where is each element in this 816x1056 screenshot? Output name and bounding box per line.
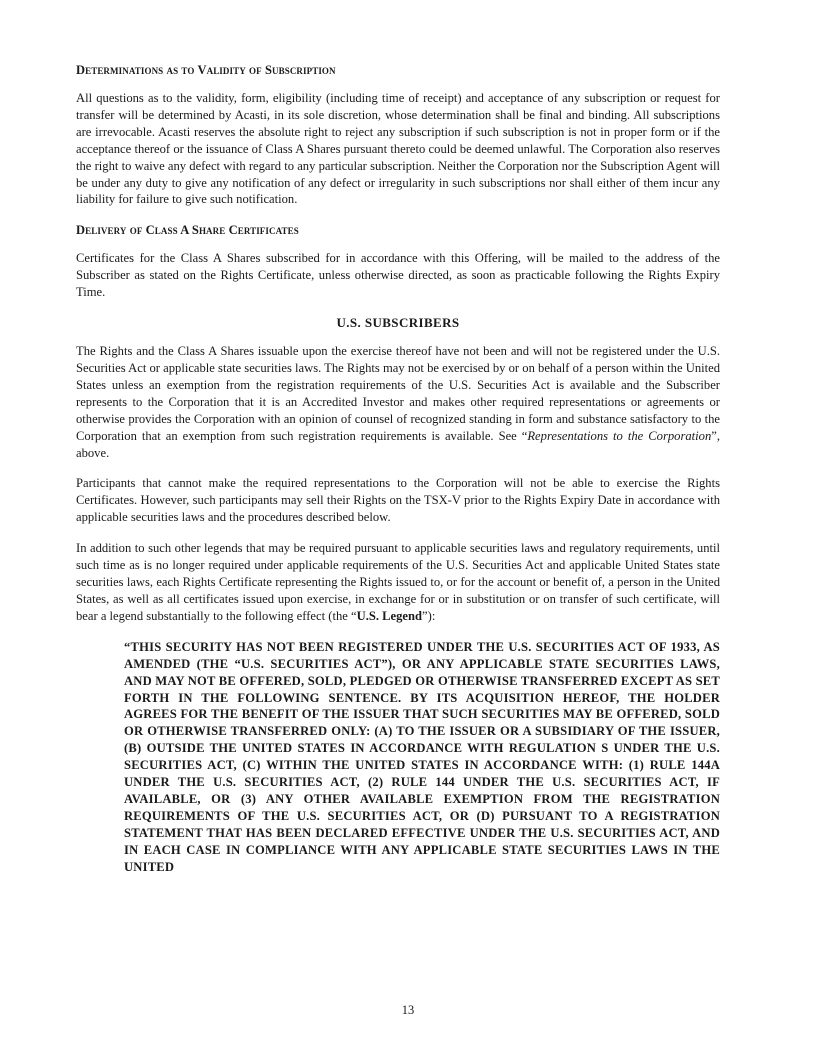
delivery-heading: Delivery of Class A Share Certificates xyxy=(76,223,299,238)
validity-paragraph: All questions as to the validity, form, eligibility (including time of receipt) and acceptance of any subscription or request for transfer will be determined by Acasti, in its sole discretion, whose determination shall be final and binding. All subscriptions are irrevocable. Acasti reserves the absolute right to reject any subscription if such subscription is not in proper form or if the acceptance thereof or the issuance of Class A Shares pursuant thereto could be deemed unlawful. The Corporation also reserves the right to waive any defect with regard to any particular subscription. Neither the Corporation nor the Subscription Agent will be under any duty to give any notification of any defect or irregularity in such subscriptions nor shall either of them incur any liability for failure to give such notification. xyxy=(76,91,720,207)
delivery-paragraph: Certificates for the Class A Shares subscribed for in accordance with this Offering, will be mailed to the address of the Subscriber as stated on the Rights Certificate, unless otherwise directed, as soon as practicable following the Rights Expiry Time. xyxy=(76,251,720,300)
us-paragraph-3-text: In addition to such other legends that may be required pursuant to applicable securities laws and regulatory requirements, until such time as is no longer required under applicable requirements of the U.S. Securities Act and applicable United States state securities laws, each Rights Certificate representing the Rights issued to, or for the account or benefit of, a person in the United States, as well as all certificates issued upon exercise, in exchange for or in substitution or on transfer of such certificate, will bear a legend substantially to the following effect (the “ xyxy=(76,541,720,623)
representations-reference: Representations to the Corporation xyxy=(527,428,712,443)
page-number: 13 xyxy=(401,1003,415,1017)
us-paragraph-3 xyxy=(76,540,720,625)
document-page xyxy=(76,62,720,876)
us-paragraph-1 xyxy=(76,343,720,461)
us-legend-block: “THIS SECURITY HAS NOT BEEN REGISTERED UNDER THE U.S. SECURITIES ACT OF 1933, AS AMENDED (THE “U.S. SECURITIES ACT”), OR ANY APPLICABLE STATE SECURITIES LAWS, AND MAY NOT BE OFFERED, SOLD, PLEDGED OR OTHERWISE TRANSFERRED EXCEPT AS SET FORTH IN THE FOLLOWING SENTENCE. BY ITS ACQUISITION HEREOF, THE HOLDER AGREES FOR THE BENEFIT OF THE ISSUER THAT SUCH SECURITIES MAY BE OFFERED, SOLD OR OTHERWISE TRANSFERRED ONLY: (A) TO THE ISSUER OR A SUBSIDIARY OF THE ISSUER, (B) OUTSIDE THE UNITED STATES IN ACCORDANCE WITH REGULATION S UNDER THE U.S. SECURITIES ACT, (C) WITHIN THE UNITED STATES IN ACCORDANCE WITH: (1) RULE 144A UNDER THE U.S. SECURITIES ACT, (2) RULE 144 UNDER THE U.S. SECURITIES ACT, IF AVAILABLE, OR (3) ANY OTHER AVAILABLE EXEMPTION FROM THE REGISTRATION REQUIREMENTS OF THE U.S. SECURITIES ACT, OR (D) PURSUANT TO A REGISTRATION STATEMENT THAT HAS BEEN DECLARED EFFECTIVE UNDER THE U.S. SECURITIES ACT, AND IN EACH CASE IN COMPLIANCE WITH ANY APPLICABLE STATE SECURITIES LAWS IN THE UNITED xyxy=(124,639,720,875)
us-paragraph-1-text: The Rights and the Class A Shares issuable upon the exercise thereof have not been and will not be registered under the U.S. Securities Act or applicable state securities laws. The Rights may not be exercised by or on behalf of a person within the United States unless an exemption from the registration requirements of the U.S. Securities Act is available and the Subscriber represents to the Corporation that it is an Accredited Investor and makes other required representations or agreements or otherwise provides the Corporation with an opinion of counsel of recognized standing in form and substance satisfactory to the Corporation that an exemption from such registration requirements is available. See “ xyxy=(76,344,720,443)
us-paragraph-2: Participants that cannot make the required representations to the Corporation will not be able to exercise the Rights Certificates. However, such participants may sell their Rights on the TSX-V prior to the Rights Expiry Date in accordance with applicable securities laws and the procedures described below. xyxy=(76,476,720,525)
us-paragraph-1-tail: ”, above. xyxy=(76,428,720,460)
us-subscribers-heading: U.S. SUBSCRIBERS xyxy=(336,315,460,331)
us-paragraph-3-tail: ”): xyxy=(422,608,436,623)
us-legend-term: U.S. Legend xyxy=(356,608,423,623)
validity-heading: Determinations as to Validity of Subscription xyxy=(76,63,336,77)
